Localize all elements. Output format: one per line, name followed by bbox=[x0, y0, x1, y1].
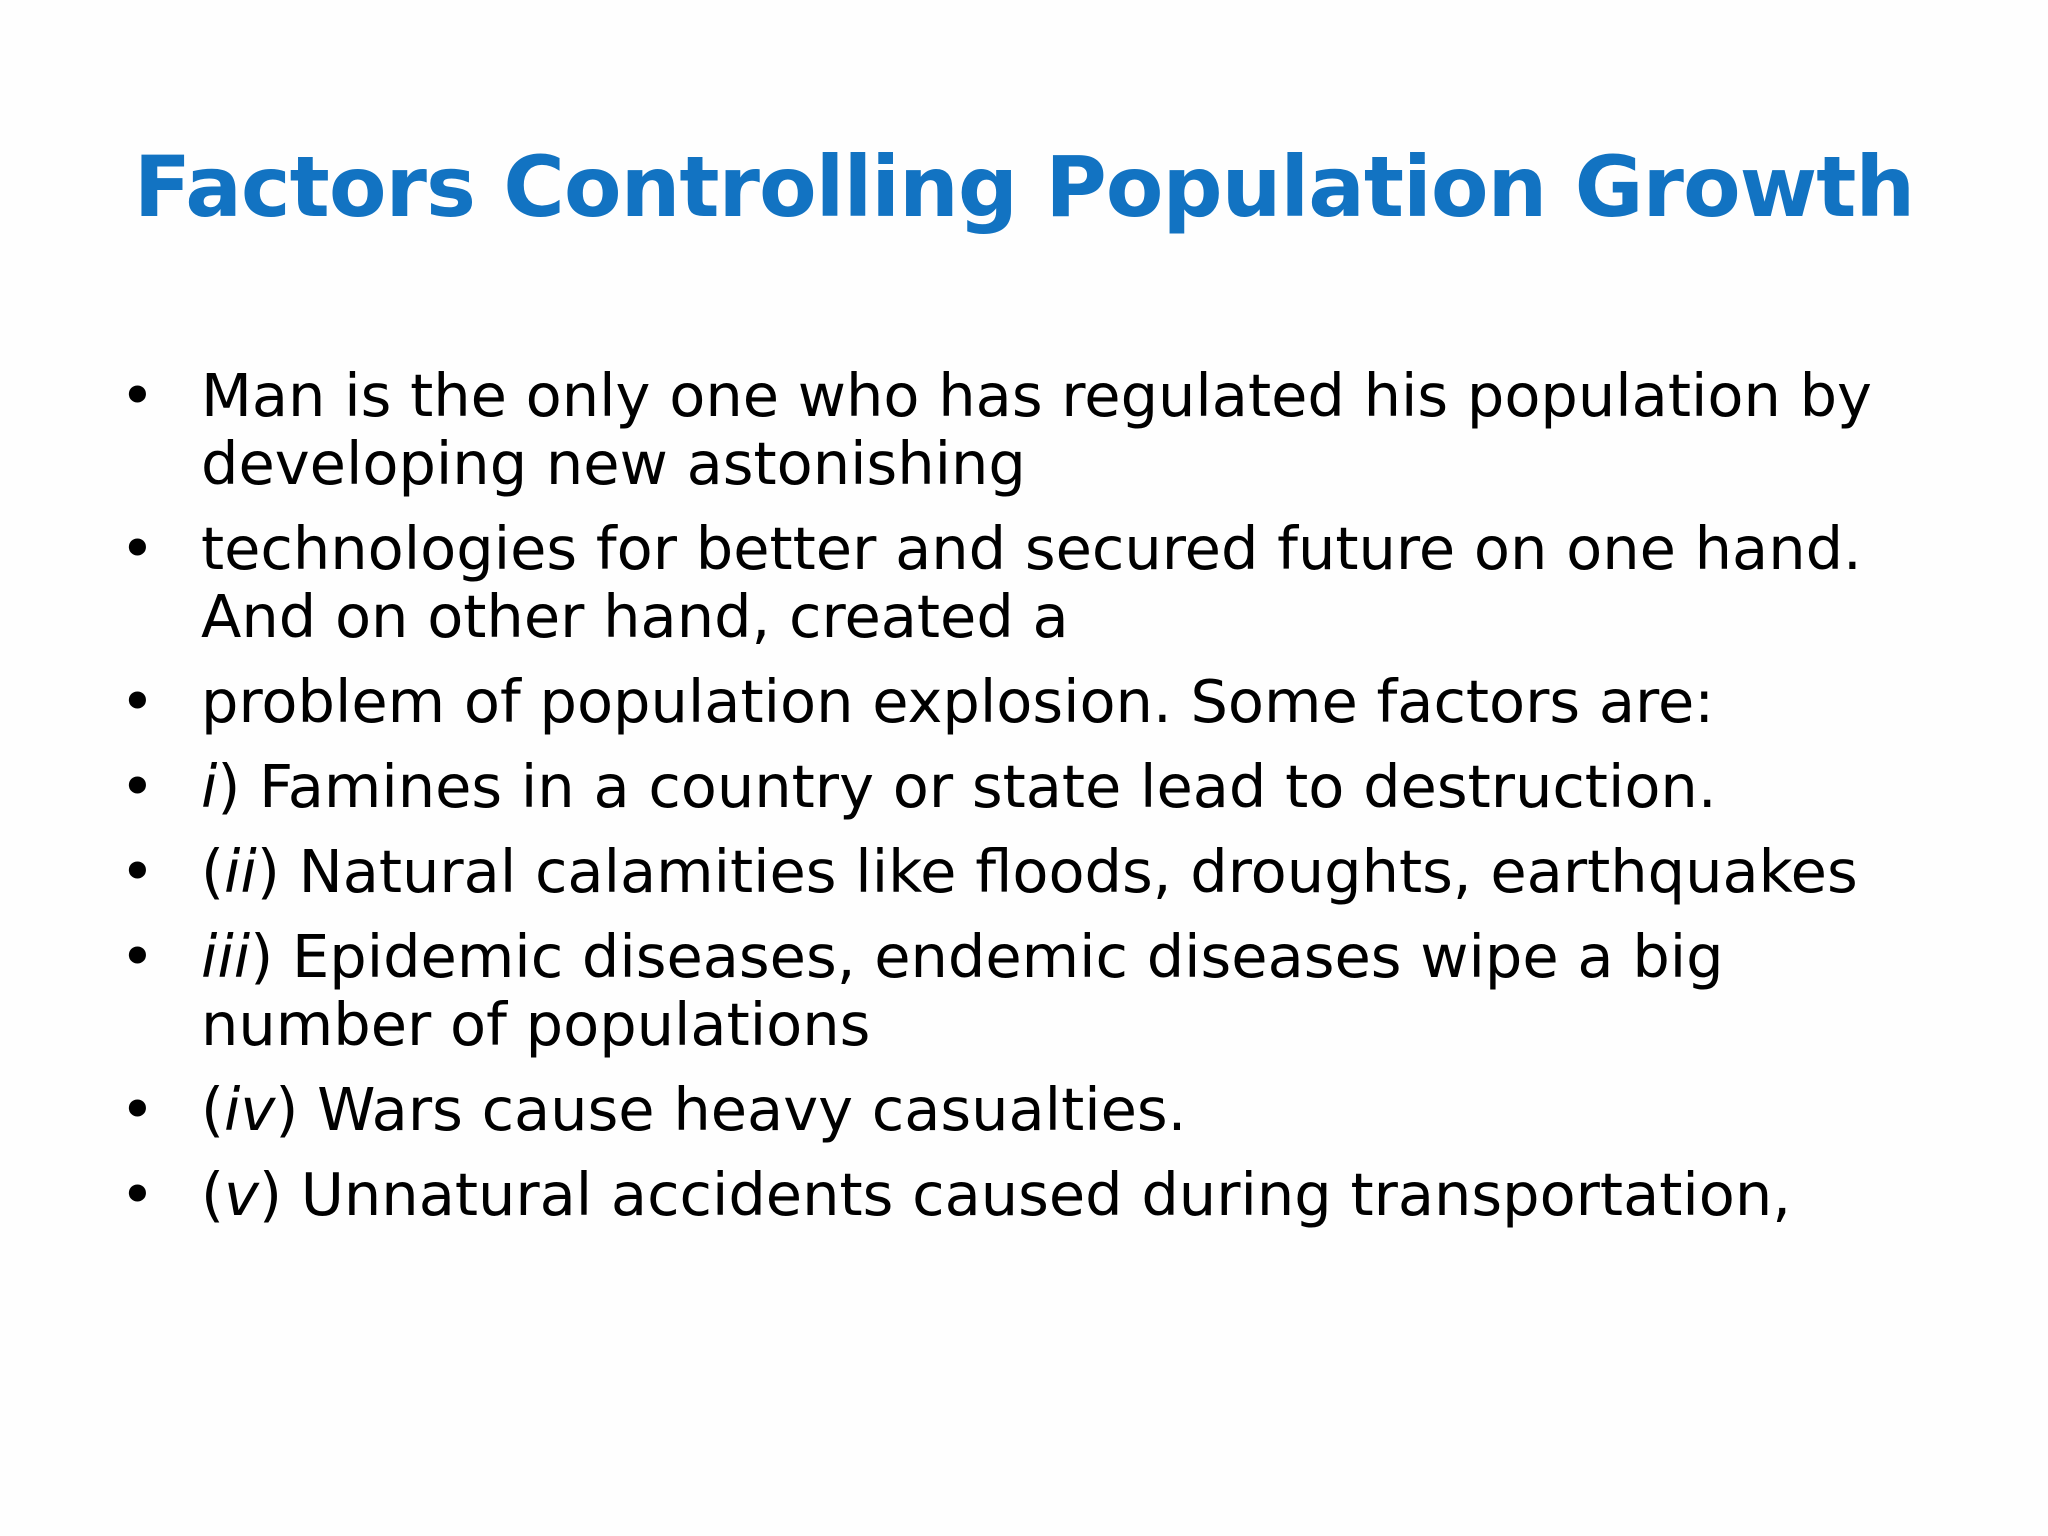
bullet-text: ) Unnatural accidents caused during transportation, bbox=[258, 1160, 1791, 1229]
bullet-item bbox=[120, 362, 1940, 498]
bullet-icon: • bbox=[120, 922, 155, 991]
bullet-item bbox=[120, 753, 1940, 821]
bullet-numeral: ii bbox=[224, 837, 257, 906]
bullet-icon: • bbox=[120, 514, 155, 583]
bullet-item bbox=[120, 515, 1940, 651]
bullet-prefix: ( bbox=[201, 837, 225, 906]
bullet-item bbox=[120, 923, 1940, 1059]
bullet-text: problem of population explosion. Some factors are: bbox=[201, 667, 1715, 736]
bullet-text: ) Natural calamities like floods, droughts, earthquakes bbox=[256, 837, 1858, 906]
bullet-icon: • bbox=[120, 667, 155, 736]
bullet-text: ) Epidemic diseases, endemic diseases wipe a big number of populations bbox=[201, 922, 1724, 1059]
bullet-item bbox=[120, 1076, 1940, 1144]
bullet-text: ) Wars cause heavy casualties. bbox=[275, 1075, 1187, 1144]
bullet-numeral: iv bbox=[224, 1075, 276, 1144]
bullet-numeral: v bbox=[224, 1160, 259, 1229]
slide-title: Factors Controlling Population Growth bbox=[133, 138, 1915, 236]
bullet-list bbox=[120, 362, 1940, 1246]
bullet-text: technologies for better and secured future on one hand. And on other hand, created a bbox=[201, 514, 1862, 651]
bullet-item bbox=[120, 1161, 1940, 1229]
bullet-item bbox=[120, 668, 1940, 736]
bullet-text: Man is the only one who has regulated his population by developing new astonishing bbox=[201, 361, 1872, 498]
bullet-text: ) Famines in a country or state lead to destruction. bbox=[217, 752, 1717, 821]
bullet-item bbox=[120, 838, 1940, 906]
bullet-icon: • bbox=[120, 361, 155, 430]
bullet-icon: • bbox=[120, 1160, 155, 1229]
bullet-icon: • bbox=[120, 1075, 155, 1144]
bullet-numeral: i bbox=[201, 752, 218, 821]
bullet-icon: • bbox=[120, 837, 155, 906]
bullet-prefix: ( bbox=[201, 1075, 225, 1144]
bullet-numeral: iii bbox=[201, 922, 251, 991]
bullet-prefix: ( bbox=[201, 1160, 225, 1229]
bullet-icon: • bbox=[120, 752, 155, 821]
